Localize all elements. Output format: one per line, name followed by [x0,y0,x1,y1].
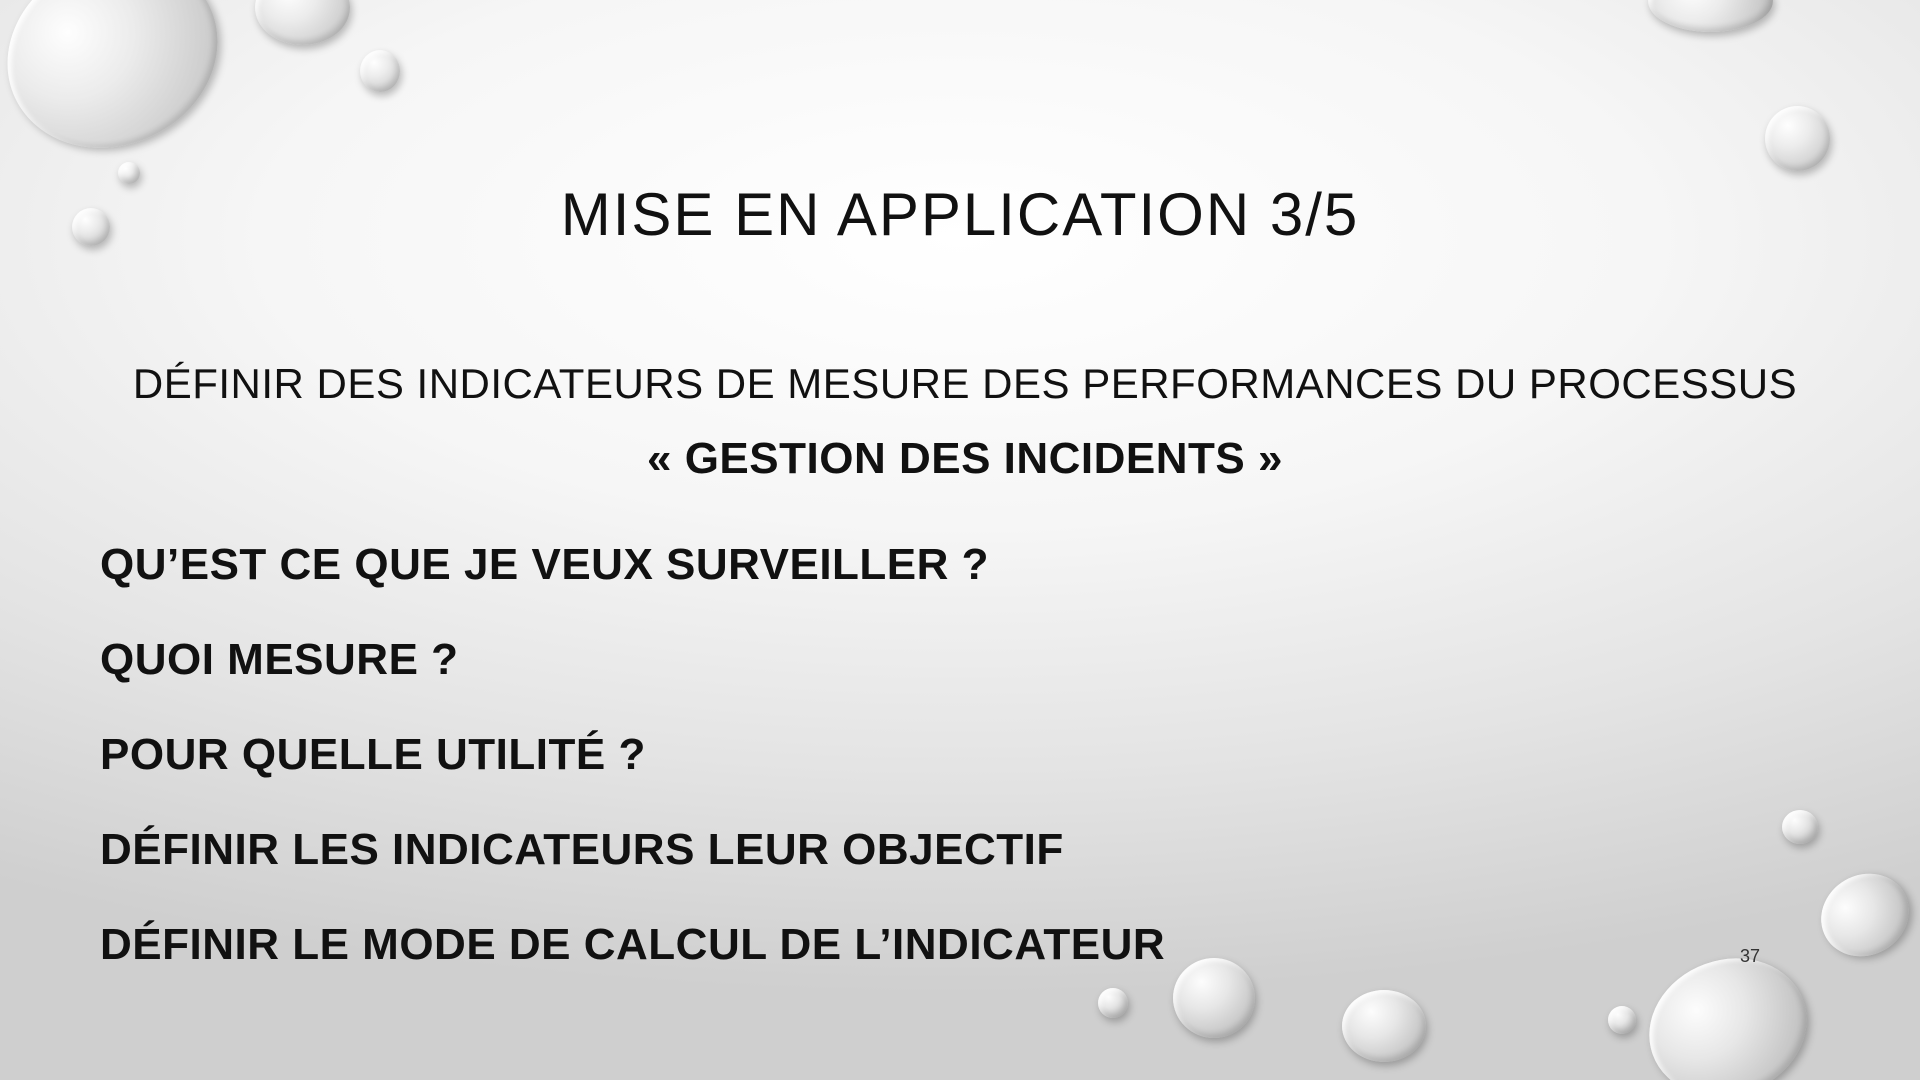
water-drop-decoration [360,50,400,92]
water-drop-decoration [1765,106,1830,171]
slide-subtitle: DÉFINIR DES INDICATEURS DE MESURE DES PERFORMANCES DU PROCESSUS [132,360,1798,407]
bullet-item: DÉFINIR LES INDICATEURS LEUR OBJECTIF [100,825,1064,874]
page-number: 37 [1740,946,1761,966]
bullet-item: POUR QUELLE UTILITÉ ? [100,730,646,779]
water-drop-decoration [1806,858,1920,972]
slide-subtitle-emphasis: « GESTION DES INCIDENTS » [647,434,1283,483]
water-drop-decoration [255,0,350,45]
bullet-list [100,540,1165,1015]
bullet-item: DÉFINIR LE MODE DE CALCUL DE L’INDICATEUR [100,920,1166,969]
water-drop-decoration [1608,1006,1636,1034]
water-drop-decoration [1782,810,1818,844]
bullet-item: QUOI MESURE ? [100,635,459,684]
water-drop-decoration [1630,937,1827,1080]
slide-title: MISE EN APPLICATION 3/5 [560,181,1360,248]
water-drop-decoration [0,0,249,182]
bullet-item: QU’EST CE QUE JE VEUX SURVEILLER ? [100,540,990,589]
water-drop-decoration [1173,958,1255,1038]
water-drop-decoration [1342,990,1426,1062]
water-drop-decoration [1648,0,1773,32]
